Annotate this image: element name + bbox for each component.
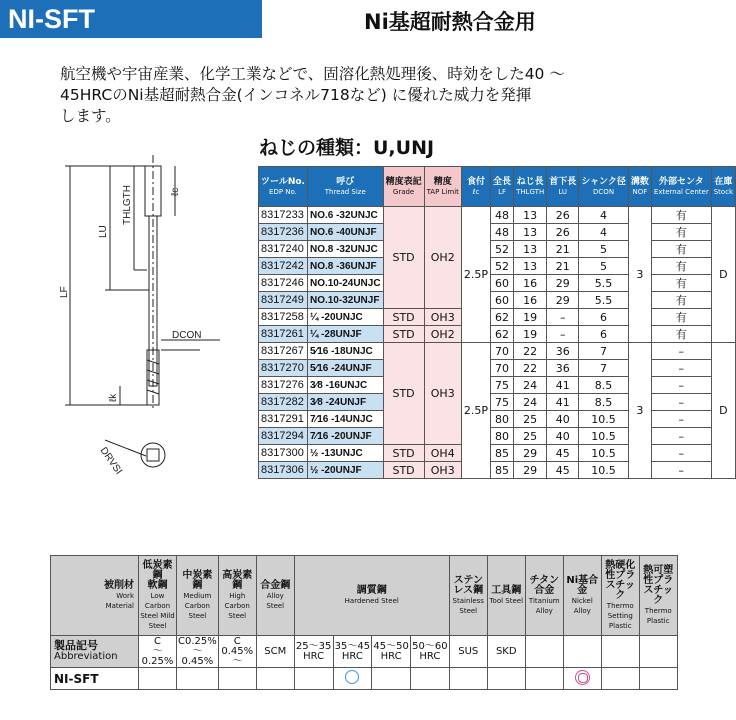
external-center-cell: – xyxy=(651,360,711,377)
edp-cell: 8317261 xyxy=(259,326,308,343)
material-low-carbon: 低炭素鋼 軟鋼 Low Carbon Steel Mild Steel xyxy=(139,556,177,636)
label-lf: LF xyxy=(59,286,70,298)
lu-cell: 36 xyxy=(547,343,579,360)
material-titanium: チタン合金 Titanium Alloy xyxy=(525,556,563,636)
thlgth-cell: 13 xyxy=(514,258,547,275)
stock-cell: D xyxy=(711,343,735,479)
nof-cell: 3 xyxy=(628,207,651,343)
intro-line: します。 xyxy=(60,107,121,125)
abbr-medium-carbon: C0.25% ～0.45% xyxy=(178,635,217,667)
edp-cell: 8317242 xyxy=(259,258,308,275)
thlgth-cell: 13 xyxy=(514,207,547,224)
material-nickel: Ni基合金 Nickel Alloy xyxy=(563,556,601,636)
edp-cell: 8317276 xyxy=(259,377,308,394)
external-center-cell: 有 xyxy=(651,207,711,224)
thread-size-cell: 5⁄16 -24UNJF xyxy=(307,360,383,377)
col-dcon: シャンク径 DCON xyxy=(579,167,629,207)
material-alloy-steel: 合金鋼 Alloy Steel xyxy=(256,556,294,636)
thread-size-cell: NO.6 -40UNJF xyxy=(307,224,383,241)
col-lc: 食付 ℓc xyxy=(461,167,490,207)
thlgth-cell: 24 xyxy=(514,377,547,394)
table-row xyxy=(259,360,736,377)
cell-empty xyxy=(139,668,177,690)
material-tool-steel: 工具鋼 Tool Steel xyxy=(487,556,525,636)
lu-cell: – xyxy=(547,326,579,343)
excellent-double-circle-icon xyxy=(575,670,590,685)
thlgth-cell: 19 xyxy=(514,326,547,343)
intro-line: 45HRCのNi基超耐熱合金(インコネル718など) に優れた威力を発揮 xyxy=(60,86,532,104)
thread-size-cell: ½ -13UNJC xyxy=(307,445,383,462)
lu-cell: – xyxy=(547,309,579,326)
label-lc: ℓc xyxy=(170,187,181,196)
thread-size-cell: ½ -20UNJF xyxy=(307,462,383,479)
dcon-cell: 7 xyxy=(579,343,629,360)
abbr-thermosetting xyxy=(601,636,639,668)
label-lk: ℓk xyxy=(108,393,119,402)
table-row xyxy=(259,394,736,411)
col-grade: 精度表記 Grade xyxy=(383,167,424,207)
tap-limit-cell: OH2 xyxy=(424,326,461,343)
abbr-nickel xyxy=(563,636,601,668)
thlgth-cell: 13 xyxy=(514,224,547,241)
thlgth-cell: 29 xyxy=(514,462,547,479)
dcon-cell: 5 xyxy=(579,241,629,258)
tap-limit-cell: OH2 xyxy=(424,207,461,309)
thread-type-heading: ねじの種類：U,UNJ xyxy=(259,137,435,159)
abbr-hrc-25-35: 25～35 HRC xyxy=(294,636,333,668)
thlgth-cell: 25 xyxy=(514,428,547,445)
abbr-low-carbon: C ～0.25% xyxy=(139,636,177,668)
dcon-cell: 10.5 xyxy=(579,428,629,445)
label-dcon: DCON xyxy=(172,330,202,341)
table-row xyxy=(259,292,736,309)
product-code: NI-SFT xyxy=(51,668,139,690)
abbr-thermoplastic xyxy=(639,636,677,668)
good-circle-icon xyxy=(345,670,359,684)
lf-cell: 80 xyxy=(491,428,514,445)
table-row xyxy=(259,343,736,360)
abbr-alloy: SCM xyxy=(256,636,294,668)
thread-size-cell: ¼ -28UNJF xyxy=(307,326,383,343)
thread-size-cell: 3⁄8 -24UNJF xyxy=(307,394,383,411)
edp-cell: 8317267 xyxy=(259,343,308,360)
abbr-hrc-45-50: 45～50 HRC xyxy=(372,636,411,668)
external-center-cell: – xyxy=(651,411,711,428)
edp-cell: 8317258 xyxy=(259,309,308,326)
thlgth-cell: 22 xyxy=(514,343,547,360)
abbr-titanium xyxy=(525,636,563,668)
lf-cell: 62 xyxy=(491,309,514,326)
square-drive xyxy=(147,449,159,461)
lu-cell: 40 xyxy=(547,411,579,428)
dcon-cell: 10.5 xyxy=(579,462,629,479)
external-center-cell: – xyxy=(651,394,711,411)
abbreviation-row xyxy=(51,636,678,668)
grade-cell: STD xyxy=(383,445,424,462)
thread-size-cell: NO.6 -32UNJC xyxy=(307,207,383,224)
thlgth-cell: 13 xyxy=(514,241,547,258)
table-row xyxy=(259,258,736,275)
material-header-row xyxy=(51,556,678,636)
chamfer-cell: 2.5P xyxy=(461,207,490,343)
table-row xyxy=(259,326,736,343)
cell-empty xyxy=(177,668,219,690)
dcon-cell: 5.5 xyxy=(579,275,629,292)
tap-limit-cell: OH3 xyxy=(424,343,461,445)
lu-cell: 21 xyxy=(547,258,579,275)
lf-cell: 80 xyxy=(491,411,514,428)
thlgth-cell: 24 xyxy=(514,394,547,411)
external-center-cell: 有 xyxy=(651,224,711,241)
intro-line: 航空機や宇宙産業、化学工業などで、固溶化熱処理後、時効をした40 ～ xyxy=(60,65,565,83)
external-center-cell: 有 xyxy=(651,292,711,309)
cell-nickel xyxy=(563,668,601,690)
thread-size-cell: ¼ -20UNJC xyxy=(307,309,383,326)
edp-cell: 8317233 xyxy=(259,207,308,224)
external-center-cell: 有 xyxy=(651,275,711,292)
lf-cell: 60 xyxy=(491,292,514,309)
label-thlgth: THLGTH xyxy=(122,185,133,225)
page-title: Ni基超耐熱合金用 xyxy=(364,10,536,34)
cell-empty xyxy=(449,668,487,690)
thlgth-cell: 16 xyxy=(514,292,547,309)
spec-header-row xyxy=(259,167,736,207)
thlgth-cell: 29 xyxy=(514,445,547,462)
abbr-stainless: SUS xyxy=(449,636,487,668)
lf-cell: 75 xyxy=(491,377,514,394)
table-row xyxy=(259,224,736,241)
col-nof: 溝数 NOF xyxy=(628,167,651,207)
lu-cell: 41 xyxy=(547,377,579,394)
table-row xyxy=(259,377,736,394)
lf-cell: 70 xyxy=(491,343,514,360)
lu-cell: 36 xyxy=(547,360,579,377)
dcon-cell: 5 xyxy=(579,258,629,275)
lf-cell: 52 xyxy=(491,258,514,275)
lu-cell: 45 xyxy=(547,462,579,479)
dcon-cell: 7 xyxy=(579,360,629,377)
thread-size-cell: NO.8 -32UNJC xyxy=(307,241,383,258)
label-drvsi: DRVSI xyxy=(97,445,124,477)
col-size: 呼び Thread Size xyxy=(307,167,383,207)
lf-cell: 62 xyxy=(491,326,514,343)
col-tap-limit: 精度 TAP Limit xyxy=(424,167,461,207)
col-stock: 在庫 Stock xyxy=(711,167,735,207)
abbreviation-label: 製品記号 Abbreviation xyxy=(51,636,139,668)
col-lf: 全長 LF xyxy=(491,167,514,207)
thread-size-cell: NO.8 -36UNJF xyxy=(307,258,383,275)
table-row xyxy=(259,309,736,326)
thlgth-cell: 16 xyxy=(514,275,547,292)
lu-cell: 26 xyxy=(547,207,579,224)
thread-size-cell: NO.10-32UNJF xyxy=(307,292,383,309)
cell-hrc-35-45 xyxy=(333,668,372,690)
work-material-corner: 被削材 Work Material xyxy=(51,556,139,636)
chamfer-cell: 2.5P xyxy=(461,343,490,479)
lf-cell: 75 xyxy=(491,394,514,411)
lf-cell: 52 xyxy=(491,241,514,258)
external-center-cell: 有 xyxy=(651,258,711,275)
material-high-carbon: 高炭素鋼 High Carbon Steel xyxy=(218,556,256,636)
table-row xyxy=(259,241,736,258)
tap-limit-cell: OH3 xyxy=(424,309,461,326)
external-center-cell: – xyxy=(651,462,711,479)
lu-cell: 41 xyxy=(547,394,579,411)
edp-cell: 8317236 xyxy=(259,224,308,241)
spec-table xyxy=(258,166,736,479)
external-center-cell: – xyxy=(651,445,711,462)
grade-cell: STD xyxy=(383,462,424,479)
lu-cell: 40 xyxy=(547,428,579,445)
lu-cell: 26 xyxy=(547,224,579,241)
dcon-cell: 4 xyxy=(579,224,629,241)
tap-limit-cell: OH4 xyxy=(424,445,461,462)
col-edp: ツールNo. EDP No. xyxy=(259,167,308,207)
dcon-cell: 6 xyxy=(579,309,629,326)
edp-cell: 8317291 xyxy=(259,411,308,428)
thread-size-cell: 7⁄16 -20UNJF xyxy=(307,428,383,445)
cell-empty xyxy=(525,668,563,690)
cell-empty xyxy=(372,668,411,690)
thlgth-cell: 25 xyxy=(514,411,547,428)
col-thlgth: ねじ長 THLGTH xyxy=(514,167,547,207)
lu-cell: 29 xyxy=(547,292,579,309)
cell-empty xyxy=(411,668,450,690)
edp-cell: 8317246 xyxy=(259,275,308,292)
edp-cell: 8317270 xyxy=(259,360,308,377)
table-row xyxy=(259,428,736,445)
grade-cell: STD xyxy=(383,309,424,326)
edp-cell: 8317294 xyxy=(259,428,308,445)
work-material-table xyxy=(50,555,678,690)
cell-empty xyxy=(639,668,677,690)
col-lu: 首下長 LU xyxy=(547,167,579,207)
cell-empty xyxy=(256,668,294,690)
thread-size-cell: 5⁄16 -18UNJC xyxy=(307,343,383,360)
abbr-hrc-50-60: 50～60 HRC xyxy=(411,636,450,668)
thlgth-cell: 22 xyxy=(514,360,547,377)
external-center-cell: – xyxy=(651,428,711,445)
dcon-cell: 5.5 xyxy=(579,292,629,309)
external-center-cell: – xyxy=(651,343,711,360)
lu-cell: 29 xyxy=(547,275,579,292)
grade-cell: STD xyxy=(383,326,424,343)
product-code-banner: NI-SFT xyxy=(0,0,262,38)
thread-size-cell: 3⁄8 -16UNJC xyxy=(307,377,383,394)
thread-size-cell: NO.10-24UNJC xyxy=(307,275,383,292)
cell-empty xyxy=(601,668,639,690)
material-medium-carbon: 中炭素鋼 Medium Carbon Steel xyxy=(177,556,219,636)
external-center-cell: 有 xyxy=(651,326,711,343)
lf-cell: 48 xyxy=(491,224,514,241)
abbr-hrc-35-45: 35～45 HRC xyxy=(333,636,372,668)
thread-size-cell: 7⁄16 -14UNJC xyxy=(307,411,383,428)
edp-cell: 8317300 xyxy=(259,445,308,462)
abbr-high-carbon: C 0.45% ～ xyxy=(218,636,256,668)
intro-text xyxy=(60,64,670,127)
dcon-cell: 4 xyxy=(579,207,629,224)
thlgth-cell: 19 xyxy=(514,309,547,326)
edp-cell: 8317249 xyxy=(259,292,308,309)
cell-empty xyxy=(218,668,256,690)
table-row xyxy=(259,275,736,292)
edp-cell: 8317306 xyxy=(259,462,308,479)
abbr-tool-steel: SKD xyxy=(487,636,525,668)
dcon-cell: 8.5 xyxy=(579,394,629,411)
external-center-cell: 有 xyxy=(651,241,711,258)
col-external: 外部センタ External Center xyxy=(651,167,711,207)
label-lu: LU xyxy=(98,225,109,238)
lf-cell: 85 xyxy=(491,462,514,479)
material-thermosetting: 熱硬化性プラスチック Thermo Setting Plastic xyxy=(601,556,639,636)
table-row xyxy=(259,207,736,224)
cell-empty xyxy=(487,668,525,690)
product-row xyxy=(51,668,678,690)
grade-cell: STD xyxy=(383,207,424,309)
lf-cell: 48 xyxy=(491,207,514,224)
material-hardened-steel: 調質鋼 Hardened Steel xyxy=(294,556,449,636)
lf-cell: 85 xyxy=(491,445,514,462)
dcon-cell: 10.5 xyxy=(579,445,629,462)
material-stainless: ステンレス鋼 Stainless Steel xyxy=(449,556,487,636)
dcon-cell: 8.5 xyxy=(579,377,629,394)
edp-cell: 8317240 xyxy=(259,241,308,258)
cell-empty xyxy=(294,668,333,690)
table-row xyxy=(259,411,736,428)
external-center-cell: – xyxy=(651,377,711,394)
dcon-cell: 10.5 xyxy=(579,411,629,428)
external-center-cell: 有 xyxy=(651,309,711,326)
dcon-cell: 6 xyxy=(579,326,629,343)
table-row xyxy=(259,462,736,479)
lf-cell: 70 xyxy=(491,360,514,377)
nof-cell: 3 xyxy=(628,343,651,479)
stock-cell: D xyxy=(711,207,735,343)
grade-cell: STD xyxy=(383,343,424,445)
material-thermoplastic: 熱可塑性プラスチック Thermo Plastic xyxy=(639,556,677,636)
lu-cell: 21 xyxy=(547,241,579,258)
lu-cell: 45 xyxy=(547,445,579,462)
lf-cell: 60 xyxy=(491,275,514,292)
tap-limit-cell: OH3 xyxy=(424,462,461,479)
tap-drawing xyxy=(50,150,250,510)
table-row xyxy=(259,445,736,462)
edp-cell: 8317282 xyxy=(259,394,308,411)
